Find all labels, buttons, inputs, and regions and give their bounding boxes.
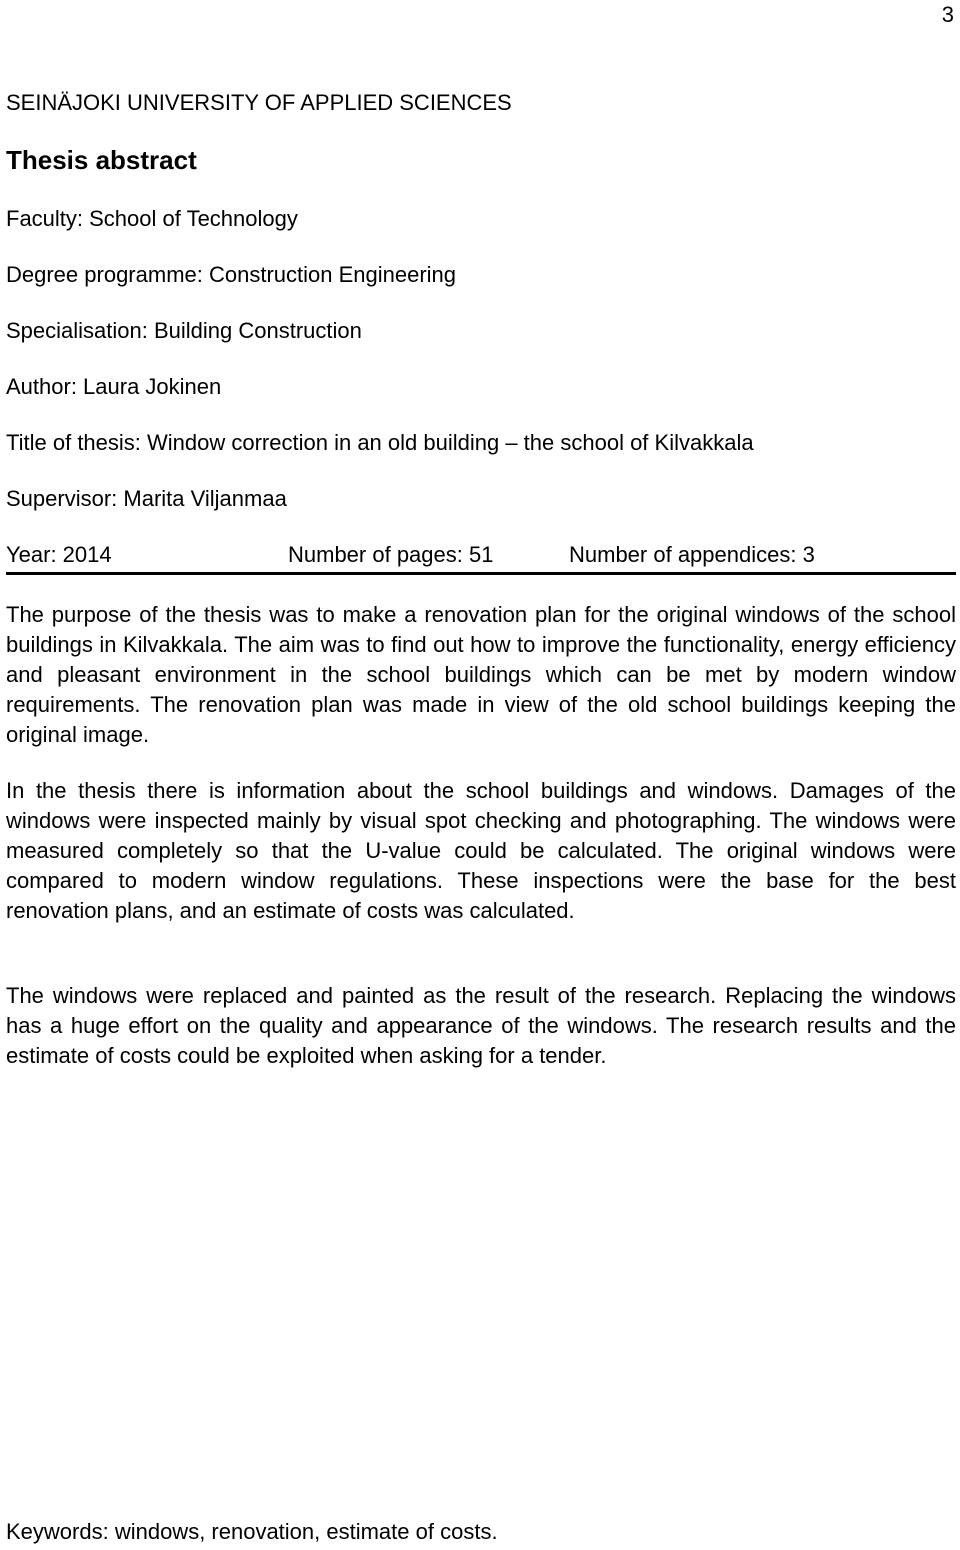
page-number: 3	[941, 2, 954, 27]
page-count-field: Number of pages: 51	[288, 542, 494, 567]
abstract-title: Thesis abstract	[6, 145, 197, 175]
keywords-line: Keywords: windows, renovation, estimate of costs.	[6, 1519, 498, 1544]
abstract-paragraph: In the thesis there is information about the school buildings and windows. Damages of the windows were inspected mainly by visual spot checking and photographing. The windows were measured completely so that the U-value could be calculated. The original windows were compared to modern window regulations. These inspections were the base for the best renovation plans, and an estimate of costs was calculated.	[6, 778, 956, 923]
thesis-title-line: Title of thesis: Window correction in an old building – the school of Kilvakkala	[6, 430, 754, 455]
author-line: Author: Laura Jokinen	[6, 374, 222, 399]
faculty-line: Faculty: School of Technology	[6, 206, 298, 231]
supervisor-line: Supervisor: Marita Viljanmaa	[6, 486, 287, 511]
degree-programme-line: Degree programme: Construction Engineering	[6, 262, 457, 287]
abstract-paragraph: The purpose of the thesis was to make a renovation plan for the original windows of the school buildings in Kilvakkala. The aim was to find out how to improve the functionality, energy efficiency and pleasant environment in the school buildings which can be met by modern window requirements. The renovation plan was made in view of the old school buildings keeping the original image.	[6, 602, 956, 747]
specialisation-line: Specialisation: Building Construction	[6, 318, 362, 343]
appendix-count-field: Number of appendices: 3	[569, 542, 815, 567]
university-name: SEINÄJOKI UNIVERSITY OF APPLIED SCIENCES	[6, 90, 512, 115]
thesis-meta-row	[6, 540, 956, 575]
year-field: Year: 2014	[6, 542, 112, 567]
abstract-paragraph: The windows were replaced and painted as the result of the research. Replacing the windows has a huge effort on the quality and appearance of the windows. The research results and the estimate of costs could be exploited when asking for a tender.	[6, 983, 956, 1068]
